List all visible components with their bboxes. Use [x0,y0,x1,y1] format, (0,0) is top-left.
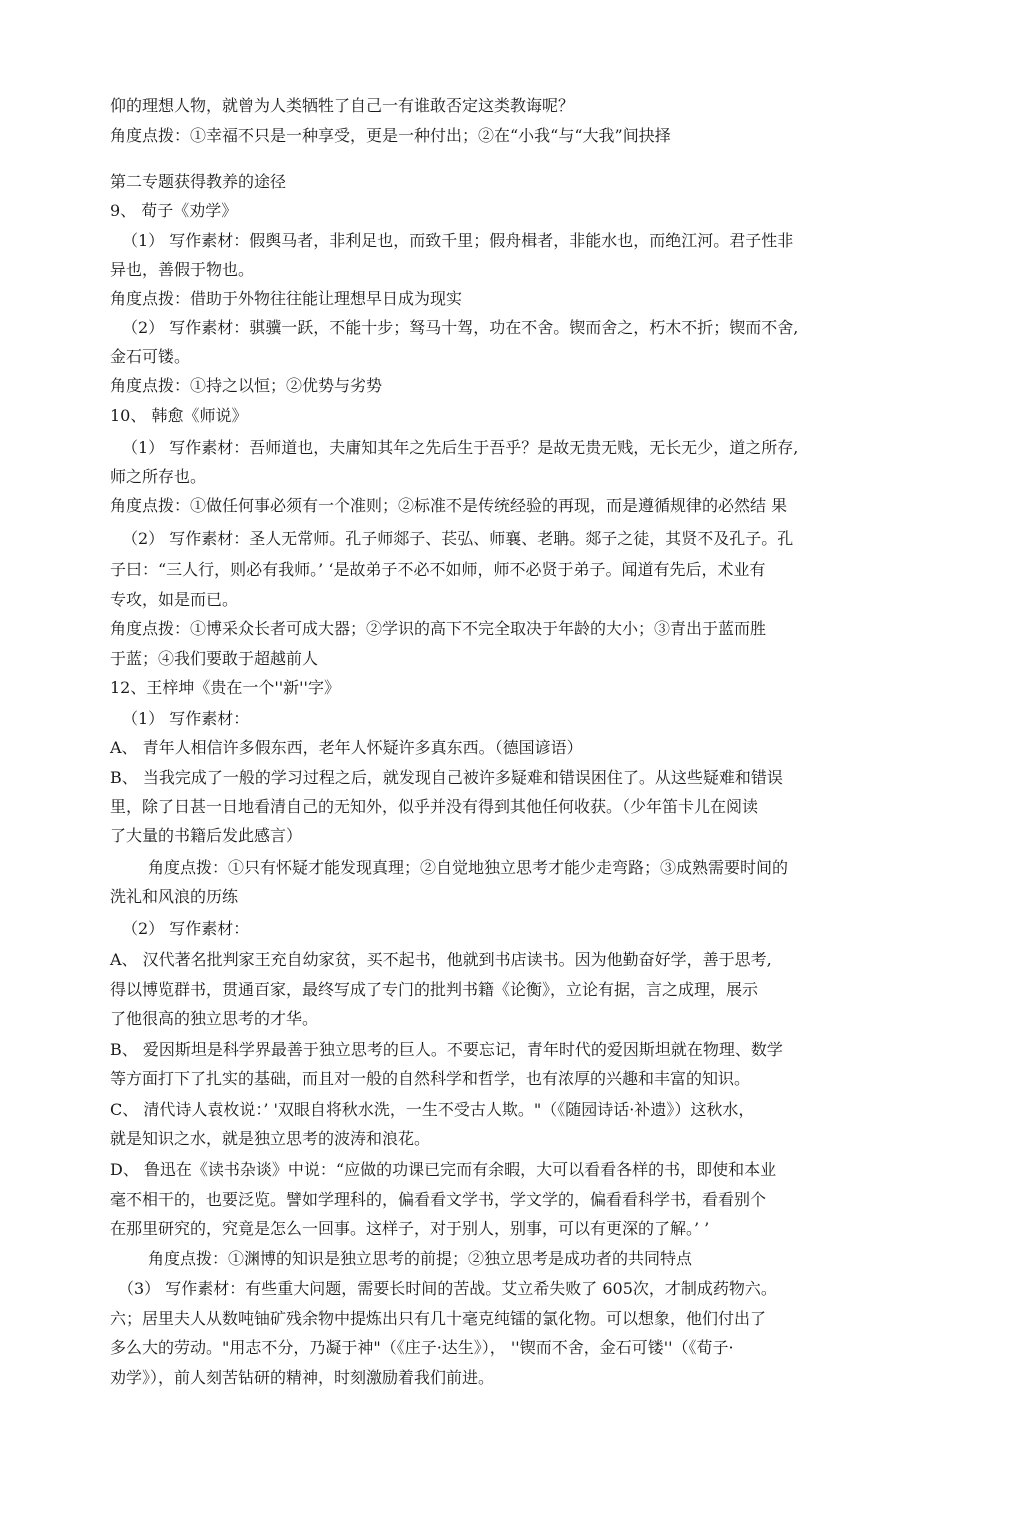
text-line: 10、 韩愈《师说》 [110,406,248,425]
text-line: （2） 写作素材：骐骥一跃，不能十步；驽马十驾，功在不舍。锲而舍之，朽木不折；锲而不舍, [122,318,799,337]
text-line: 洗礼和风浪的历练 [110,887,239,906]
text-line: 了他很高的独立思考的才华。 [110,1009,319,1028]
text-line: D、 鲁迅在《读书杂谈》中说：“应做的功课已完而有余暇，大可以看看各样的书，即使和本业 [110,1160,777,1179]
text-line: 多么大的劳动。"用志不分，乃凝于神"（《庄子·达生》）， ''锲而不舍，金石可镂''（《荀子· [110,1338,734,1357]
text-line: 就是知识之水，就是独立思考的波涛和浪花。 [110,1129,431,1148]
text-line: （1） 写作素材：吾师道也，夫庸知其年之先后生于吾乎？是故无贵无贱，无长无少，道之所存, [122,438,799,457]
text-line: 异也，善假于物也。 [110,260,255,279]
text-line: （2） 写作素材： [122,919,250,938]
text-line: A、 青年人相信许多假东西，老年人怀疑许多真东西。（德国谚语） [110,738,583,757]
text-line: 角度点拨：①幸福不只是一种享受，更是一种付出；②在“小我“与“大我”间抉择 [110,126,671,145]
text-line: B、 爱因斯坦是科学界最善于独立思考的巨人。不要忘记，青年时代的爱因斯坦就在物理、数学 [110,1040,783,1059]
section-heading: 第二专题获得教养的途径 [110,172,287,191]
text-line: 角度点拨：①做任何事必须有一个准则；②标准不是传统经验的再现，而是遵循规律的必然结 果 [110,496,788,515]
text-line: 毫不相干的，也要泛览。譬如学理科的，偏看看文学书，学文学的，偏看看科学书，看看别个 [110,1190,767,1209]
text-line: 专攻，如是而已。 [110,590,239,609]
text-line: 角度点拨：①渊博的知识是独立思考的前提；②独立思考是成功者的共同特点 [148,1249,693,1268]
text-line: C、 清代诗人袁枚说：’ '双眼自将秋水洗，一生不受古人欺。"（《随园诗话·补遗》）这秋水， [110,1100,755,1119]
text-line: 角度点拨：借助于外物往往能让理想早日成为现实 [110,289,463,308]
text-line: 得以博览群书，贯通百家，最终写成了专门的批判书籍《论衡》，立论有据，言之成理，展示 [110,980,759,999]
text-line: 角度点拨：①博采众长者可成大器；②学识的高下不完全取决于年龄的大小；③青出于蓝而胜 [110,619,767,638]
text-line: （3） 写作素材：有些重大问题，需要长时间的苦战。艾立希失败了 605次，才制成药物六。 [118,1279,777,1298]
text-line: 劝学》），前人刻苦钻研的精神，时刻激励着我们前进。 [110,1368,495,1387]
text-line: 9、 荀子《劝学》 [110,201,238,220]
text-line: 角度点拨：①只有怀疑才能发现真理；②自觉地独立思考才能少走弯路；③成熟需要时间的 [148,858,789,877]
text-line: 12、王梓坤《贵在一个''新''字》 [110,678,340,697]
text-line: 子曰：“三人行，则必有我师。’ ‘是故弟子不必不如师，师不必贤于弟子。闻道有先后，术业有 [110,560,766,579]
text-line: A、 汉代著名批判家王充自幼家贫，买不起书，他就到书店读书。因为他勤奋好学，善于思考, [110,950,772,969]
text-line: 仰的理想人物，就曾为人类牺牲了自己一有谁敢否定这类教诲呢？ [110,96,575,115]
text-line: 在那里研究的，究竟是怎么一回事。这样子，对于别人，别事，可以有更深的了解。’ ’ [110,1219,710,1238]
text-line: 了大量的书籍后发此感言） [110,826,303,845]
text-line: 等方面打下了扎实的基础，而且对一般的自然科学和哲学，也有浓厚的兴趣和丰富的知识。 [110,1069,751,1088]
text-line: B、 当我完成了一般的学习过程之后，就发现自己被许多疑难和错误困住了。从这些疑难和错误 [110,768,783,787]
text-line: （1） 写作素材： [122,709,250,728]
text-line: 金石可镂。 [110,347,191,366]
text-line: （1） 写作素材：假舆马者，非利足也，而致千里；假舟楫者，非能水也，而绝江河。君子性非 [122,231,794,250]
text-line: 六；居里夫人从数吨铀矿残余物中提炼出只有几十毫克纯镭的氯化物。可以想象，他们付出了 [110,1309,767,1328]
text-line: 师之所存也。 [110,467,207,486]
text-line: 于蓝；④我们要敢于超越前人 [110,649,319,668]
text-line: 角度点拨：①持之以恒；②优势与劣势 [110,376,383,395]
text-line: （2） 写作素材：圣人无常师。孔子师郯子、苌弘、师襄、老聃。郯子之徒，其贤不及孔子。孔 [122,529,794,548]
text-line: 里，除了日甚一日地看清自己的无知外，似乎并没有得到其他任何收获。（少年笛卡儿在阅读 [110,797,759,816]
